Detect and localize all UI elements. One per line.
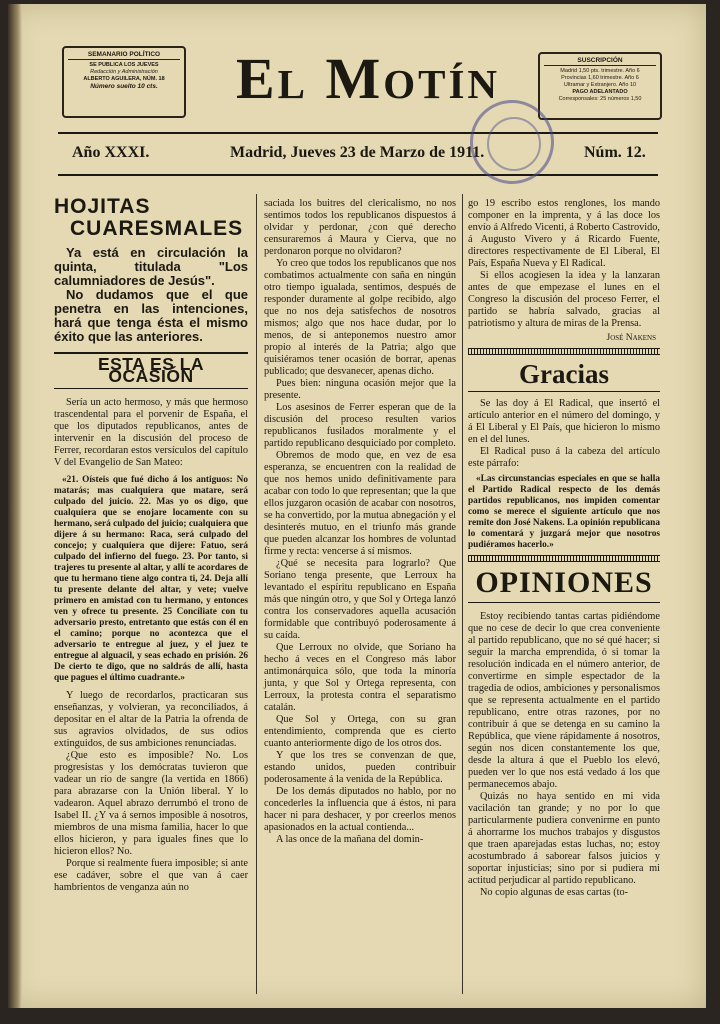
section-rule	[468, 602, 660, 603]
section-rule	[54, 352, 248, 354]
ocasion-heading: ESTA ES LA OCASIÓN	[97, 354, 205, 386]
article-paragraph: Se las doy á El Radical, que insertó el artículo anterior en el número del domingo, y á El Liberal y El País, que hicieron lo mismo en el del lunes.	[468, 398, 660, 445]
hojitas-body	[54, 246, 248, 344]
article-paragraph: Sería un acto hermoso, y más que hermoso trascendental para el porvenir de España, el que los diputados republicanos, antes de intervenir en la discusión del proceso de Ferrer, recordaran estos versículos del capítulo V del Evangelio de San Mateo:	[54, 397, 248, 468]
column-3	[468, 198, 660, 899]
quote-paragraph: «21. Oísteis que fué dicho á los antiguos: No matarás; mas cualquiera que matare, será culpado del juicio. 22. Mas yo os digo, que cualquiera que se enojare locamente con su hermano, será culpado del juicio; cualquiera que dijere á su hermano: Raca, será culpado del concejo; y cualquiera que dijere: Fatuo, será culpado del infierno del fuego. 23. Por tanto, si trajeres tu presente al altar, y allí te acordares de que tu hermano tiene algo contra ti, 24. Deja allí tu presente delante del altar, y vete; vuelve primero en amistad con tu hermano, y entonces ven y ofrece tu presente. 25 Concíliate con tu adversario presto, entretanto que estás con él en el camino; porque no acontezca que el adversario te entregue al juez, y el juez te entregue al alguacil, y seas echado en prisión. 26 De cierto te digo, que no saldrás de allí, hasta que pagues el último cuadrante.»	[54, 475, 248, 683]
gospel-quote	[54, 475, 248, 684]
left-box-line: ALBERTO AGUILERA, NÚM. 18	[83, 76, 165, 82]
hojitas-paragraph: No dudamos que el que penetra en las intenciones, hará que tenga ésta el mismo éxito que las anteriores.	[54, 287, 248, 344]
issue-number: Núm. 12.	[584, 144, 646, 161]
article-paragraph: Que Sol y Ortega, con su gran entendimiento, comprenda que es cierto cuanto anteriormente digo de los otros dos.	[264, 714, 456, 749]
radical-quote	[468, 474, 660, 551]
masthead-rule-top	[58, 132, 658, 134]
article-paragraph: go 19 escribo estos renglones, los mando componer en la imprenta, y á las doce los envío á Alfredo Vicenti, á Roberto Castrovido, á Augusto Vivero y á Ricardo Fuente, directores respectivamente de El Liberal, El País, España Nueva y El Radical.	[468, 198, 660, 269]
article-paragraph: El Radical puso á la cabeza del artículo este párrafo:	[468, 446, 660, 469]
column-2	[264, 198, 456, 846]
section-rule	[468, 391, 660, 392]
right-box-line: PAGO ADELANTADO	[572, 89, 628, 95]
date-label: Madrid, Jueves 23 de Marzo de 1911.	[230, 144, 485, 161]
article-paragraph: De los demás diputados no hablo, por no concederles la influencia que á éstos, ni para hacer ni para deshacer, y por creerlos menos apasionados en la actual contienda...	[264, 786, 456, 833]
article-paragraph: A las once de la mañana del domin-	[276, 834, 424, 845]
quote-paragraph: «Las circunstancias especiales en que se halla el Partido Radical respecto de los demás partidos republicanos, nos impiden comentar como se merece el siguiente artículo que nos remite don José Nakens. La opinión republicana lo comentará y juzgará mejor que nosotros pudiéramos hacerlo.»	[468, 474, 660, 550]
right-box-line: Ultramar y Extranjero. Año 10	[563, 82, 637, 88]
article-paragraph: Los asesinos de Ferrer esperan que de la discusión del proceso resulten varios republicanos fusilados moralmente y el partido republicano desquiciado por completo.	[264, 402, 456, 449]
left-box-line: Número suelto 10 cts.	[90, 83, 158, 90]
hojitas-heading	[54, 196, 248, 240]
left-box-heading: SEMANARIO POLÍTICO	[68, 51, 180, 60]
article-paragraph: Quizás no haya sentido en mi vida vacilación tan grande; y no por lo que particularmente pudiera convenirme en punto á ahorrarme los muchos trabajos y disgustos que traen aparejadas estas luchas, no; estoy acostumbrado á saborear falsos juicios y soportar injusticias; sino por si pudiera mi actitud perjudicar al partido republicano.	[468, 791, 660, 886]
newspaper-page	[8, 4, 706, 1008]
binding-spine	[8, 4, 22, 1008]
article-paragraph: Y luego de recordarlos, practicaran sus enseñanzas, y volvieran, ya reconciliados, á depositar en el altar de la Patria la ofrenda de sus agravios olvidados, de sus odios extinguidos, de sus ambiciones renunciadas.	[54, 690, 248, 749]
article-paragraph: saciada los buitres del clericalismo, no nos sentimos todos los republicanos dispuestos á olvidar y perdonar, ¿con qué derecho censuraremos á Maura y Cierva, que no perdonaron porque no olvidaron?	[264, 198, 456, 257]
column-divider	[256, 194, 257, 994]
right-box-heading: SUSCRIPCIÓN	[544, 57, 656, 66]
hojitas-paragraph: Ya está en circulación la quinta, titulada "Los calumniadores de Jesús".	[54, 245, 248, 288]
article-paragraph: ¿Qué se necesita para lograrlo? Que Soriano tenga presente, que Lerroux ha levantado el espíritu republicano en España más que ningún otro, y que Sol y Ortega lanzó contra los conservadores aquella acusación formidable que contribuyó poderosamente á su caída.	[264, 558, 456, 641]
article-paragraph: No copio algunas de esas cartas (to-	[480, 887, 629, 898]
section-divider	[468, 348, 660, 355]
article-paragraph: Porque si realmente fuera imposible; si ante ese cadáver, sobre el que van á caer hambrientos de venganza aún no	[54, 858, 248, 893]
newspaper-title: El Motín	[235, 46, 501, 111]
hojitas-title-line: HOJITAS	[54, 195, 151, 218]
article-paragraph: Estoy recibiendo tantas cartas pidiéndome que no cese de decir lo que crea conveniente al partido republicano, que no sé qué hacer; si seguir la marcha emprendida, ó si tomar la resolución indicada en el número anterior, de convertirme en simple espectador de la tragedia de odios, ambiciones y personalismos que se representa actualmente en el partido republicano, entre otras razones, por no contribuir á que se detenga en su camino la República, que viene rápidamente á nosotros, según nos dicen constantemente los que, desde la altura á que el Pueblo los elevó, pueden ver lo que nos está vedado á los que permanecemos abajo.	[468, 611, 660, 790]
section-rule	[54, 388, 248, 389]
article-paragraph: Si ellos acogiesen la idea y la lanzaran antes de que empezase el lunes en el Congreso la discusión del proceso Ferrer, el partido se habría salvado, gracias al patriotismo y altura de miras de la Prensa.	[468, 270, 660, 329]
left-box-line: Redacción y Administración	[90, 69, 158, 75]
right-box-line: Madrid 1,50 pts. trimestre. Año 6	[560, 68, 640, 74]
article-paragraph: Obremos de modo que, en vez de esa esperanza, se encuentren con la realidad de que nos hemos unido definitivamente para acabar con todo lo que representan; que la que ellos juzgaron ocasión de acabar con nosotros, se ha convertido, por la mutua abnegación y el desinterés mutuo, en el triunfo más grande que pueden alcanzar los hombres de voluntad firme y recta: vencerse á sí mismos.	[264, 450, 456, 557]
masthead-rule-bottom	[58, 174, 658, 176]
article-paragraph: Que Lerroux no olvide, que Soriano ha hecho á veces en el Congreso más labor antimonárquica sólo, que toda la minoría junta, y que Sol y Ortega representa, con Lerroux, la protesta contra el separatismo catalán.	[264, 642, 456, 713]
opiniones-heading: OPINIONES	[475, 566, 653, 599]
article-paragraph: Pues bien: ninguna ocasión mejor que la presente.	[264, 378, 456, 401]
left-box-line: SE PUBLICA LOS JUEVES	[89, 62, 159, 68]
article-paragraph: Yo creo que todos los republicanos que nos combatimos actualmente con saña en ningún otro tiempo igualada, sentimos, después de responder duramente al golpe recibido, algo que no nos deja satisfechos de nosotros mismos; algo que nos hace dudar, por lo menos, de si anteponemos nuestro amor propio al interés de la Patria; algo que quisiéramos tener ocasión de borrar, apenas publicado; que desvanecer, apenas dicho.	[264, 258, 456, 377]
masthead-right-box	[538, 52, 662, 120]
right-box-line: Provincias 1,60 trimestre. Año 6	[561, 75, 639, 81]
year-label: Año XXXI.	[72, 144, 150, 161]
right-box-line: Corresponsales: 25 números 1,50	[558, 96, 642, 102]
column-1	[54, 188, 248, 894]
column-divider	[462, 194, 463, 994]
library-stamp	[470, 100, 554, 184]
article-paragraph: Y que los tres se convenzan de que, estando unidos, pueden contribuir poderosamente á la venida de la República.	[264, 750, 456, 785]
hojitas-title-line: CUARESMALES	[70, 217, 244, 240]
section-divider	[468, 555, 660, 562]
gracias-heading: Gracias	[519, 359, 609, 389]
author-signature: José Nakens	[606, 333, 656, 343]
masthead-left-box	[62, 46, 186, 118]
article-paragraph: ¿Que esto es imposible? No. Los progresistas y los demócratas tuvieron que vadear un río de sangre (la vertida en 1866) para abrazarse con la Unión liberal. Y lo vadearon. Aquel abrazo derrumbó el trono de Isabel II. ¿Y va á sernos imposible á nosotros, miembros de una misma familia, hacer lo que ellos hicieron, y para iguales fines que lo hicieron ellos? No.	[54, 750, 248, 857]
